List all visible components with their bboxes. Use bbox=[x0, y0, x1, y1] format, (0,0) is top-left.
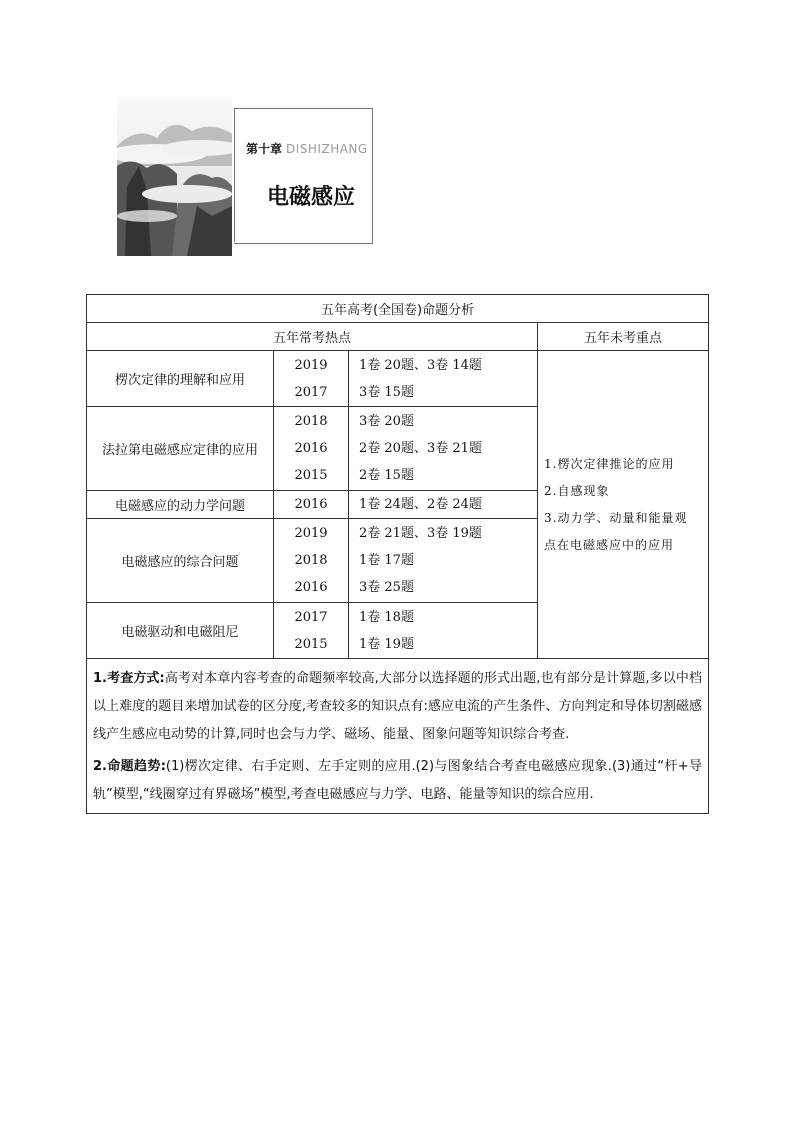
note-text: (1)楞次定律、右手定则、左手定则的应用.(2)与图象结合考查电磁感应现象.(3)通过“杆+导轨”模型,“线圈穿过有界磁场”模型,考查电磁感应与力学、电路、能量等知识的综合应用. bbox=[93, 759, 703, 802]
topic-cell: 楞次定律的理解和应用 bbox=[87, 351, 274, 407]
questions-cell bbox=[349, 519, 538, 603]
chapter-title: 电磁感应 bbox=[267, 185, 356, 210]
note-label: 1.考查方式: bbox=[93, 671, 165, 686]
untested-item: 2.自感现象 bbox=[544, 483, 610, 498]
year: 2016 bbox=[294, 441, 328, 456]
year: 2016 bbox=[294, 580, 328, 595]
question-ref: 3卷 20题 bbox=[359, 414, 414, 429]
years-cell bbox=[274, 519, 349, 603]
topic-cell: 电磁感应的动力学问题 bbox=[87, 491, 274, 519]
untested-item: 1.楞次定律推论的应用 bbox=[544, 456, 675, 471]
note-paragraph bbox=[93, 665, 702, 749]
question-ref: 1卷 19题 bbox=[359, 636, 414, 652]
question-ref: 2卷 21题、3卷 19题 bbox=[359, 526, 482, 541]
questions-cell bbox=[349, 491, 538, 519]
question-ref: 1卷 20题、3卷 14题 bbox=[359, 357, 482, 373]
question-ref: 1卷 24题、2卷 24题 bbox=[359, 497, 482, 512]
topic-cell: 电磁感应的综合问题 bbox=[87, 519, 274, 603]
note-label: 2.命题趋势: bbox=[93, 759, 166, 774]
untested-item: 点在电磁感应中的应用 bbox=[544, 537, 675, 552]
questions-cell bbox=[349, 603, 538, 659]
year: 2019 bbox=[294, 357, 328, 373]
hot-topics-header: 五年常考热点 bbox=[87, 323, 538, 351]
title-frame bbox=[234, 108, 373, 244]
years-cell bbox=[274, 603, 349, 659]
chapter-pinyin: DISHIZHANG bbox=[286, 142, 368, 156]
topic-cell: 电磁驱动和电磁阻尼 bbox=[87, 603, 274, 659]
year: 2015 bbox=[294, 636, 328, 652]
year: 2016 bbox=[294, 497, 328, 512]
years-cell bbox=[274, 491, 349, 519]
table-title: 五年高考(全国卷)命题分析 bbox=[87, 295, 709, 323]
year: 2018 bbox=[294, 553, 328, 568]
question-ref: 1卷 17题 bbox=[359, 553, 414, 568]
questions-cell bbox=[349, 351, 538, 407]
years-cell bbox=[274, 407, 349, 491]
year: 2018 bbox=[294, 414, 328, 429]
topic-cell: 法拉第电磁感应定律的应用 bbox=[87, 407, 274, 491]
note-text: 高考对本章内容考查的命题频率较高,大部分以选择题的形式出题,也有部分是计算题,多以中档以上难度的题目来增加试卷的区分度,考查较多的知识点有:感应电流的产生条件、方向判定和导体切割磁感线产生感应电动势的计算,同时也会与力学、磁场、能量、图象问题等知识综合考查. bbox=[93, 671, 703, 742]
question-ref: 3卷 25题 bbox=[359, 580, 414, 595]
year: 2017 bbox=[294, 384, 328, 400]
question-ref: 1卷 18题 bbox=[359, 609, 414, 625]
untested-header: 五年未考重点 bbox=[538, 323, 709, 351]
question-ref: 2卷 20题、3卷 21题 bbox=[359, 441, 482, 456]
chapter-header bbox=[117, 96, 377, 258]
table-row bbox=[87, 351, 709, 407]
year: 2017 bbox=[294, 609, 328, 625]
question-ref: 3卷 15题 bbox=[359, 384, 414, 400]
untested-cell bbox=[538, 351, 709, 659]
year: 2015 bbox=[294, 468, 328, 483]
question-ref: 2卷 15题 bbox=[359, 468, 414, 483]
years-cell bbox=[274, 351, 349, 407]
analysis-notes bbox=[87, 659, 709, 814]
chapter-label bbox=[246, 140, 368, 157]
mountain-landscape-image bbox=[117, 96, 232, 256]
note-paragraph bbox=[93, 753, 702, 809]
exam-analysis-table bbox=[86, 294, 709, 814]
year: 2019 bbox=[294, 526, 328, 541]
untested-item: 3.动力学、动量和能量观 bbox=[544, 510, 688, 525]
questions-cell bbox=[349, 407, 538, 491]
chapter-number: 第十章 bbox=[246, 142, 283, 156]
